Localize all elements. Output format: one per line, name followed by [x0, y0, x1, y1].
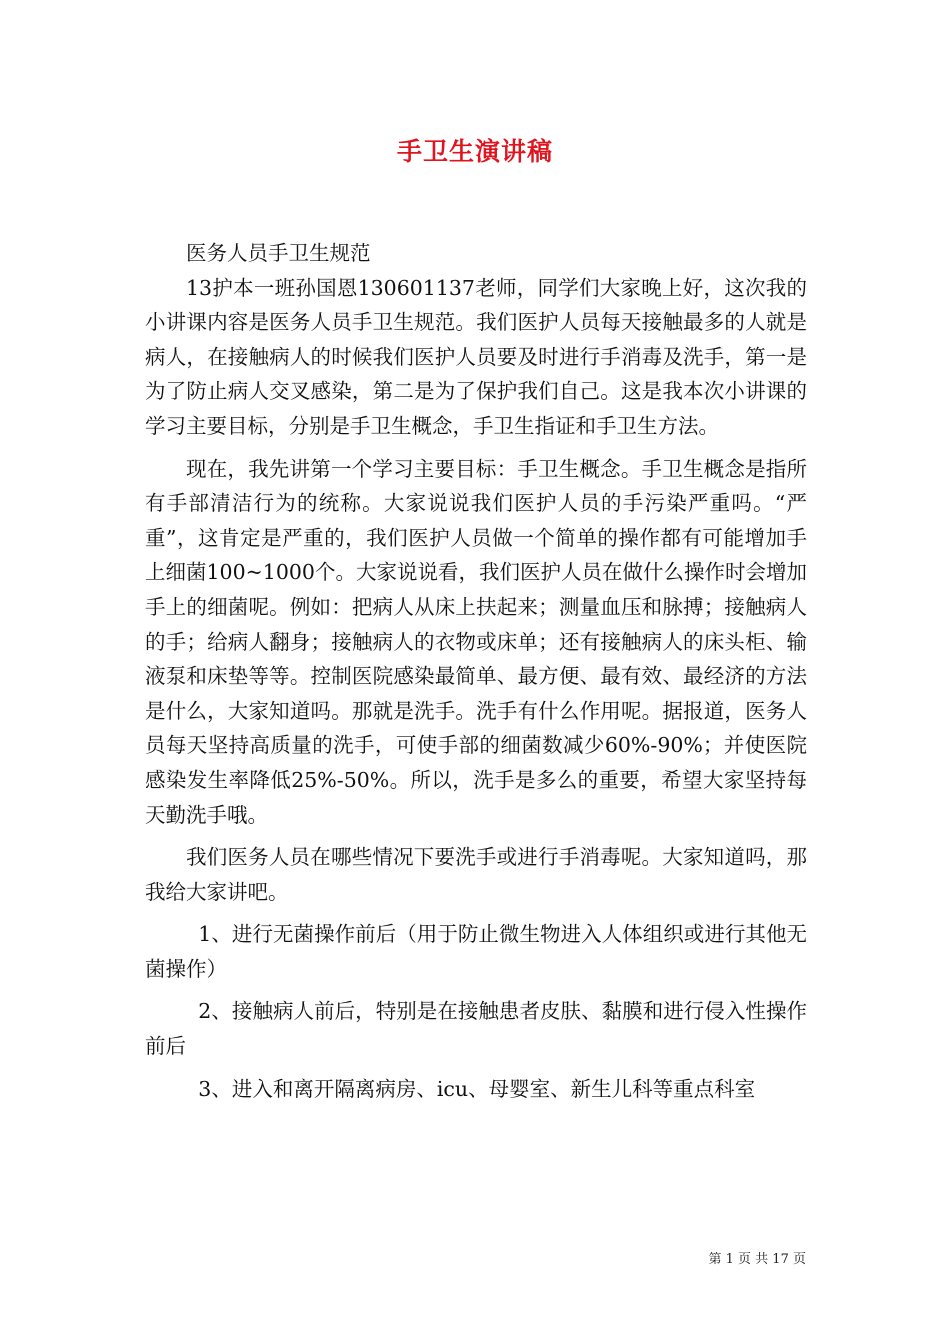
paragraph-heading: 医务人员手卫生规范: [186, 241, 371, 265]
page-number-footer: [708, 1248, 806, 1267]
list-item-1: 1、进行无菌操作前后（用于防止微生物进入人体组织或进行其他无菌操作）: [145, 922, 807, 981]
document-body: [145, 236, 807, 1106]
footer-page: 1: [725, 1252, 734, 1267]
paragraph-question: 我们医务人员在哪些情况下要洗手或进行手消毒呢。大家知道吗，那我给大家讲吧。: [145, 845, 807, 904]
footer-suffix: 页: [792, 1252, 806, 1267]
footer-total: 17: [772, 1252, 789, 1267]
footer-prefix: 第: [708, 1252, 722, 1267]
document-title: 手卫生演讲稿: [396, 137, 553, 166]
list-item-2: 2、接触病人前后，特别是在接触患者皮肤、黏膜和进行侵入性操作前后: [145, 999, 807, 1059]
footer-middle: 页 共: [738, 1252, 769, 1267]
paragraph-intro: 13护本一班孙国恩130601137老师，同学们大家晚上好，这次我的小讲课内容是医务人员手卫生规范。我们医护人员每天接触最多的人就是病人，在接触病人的时候我们医护人员要及时进行手消毒及洗手，第一是为了防止病人交叉感染，第二是为了保护我们自己。这是我本次小讲课的学习主要目标，分别是手卫生概念，手卫生指证和手卫生方法。: [145, 275, 807, 438]
paragraph-concept: 现在，我先讲第一个学习主要目标：手卫生概念。手卫生概念是指所有手部清洁行为的统称。大家说说我们医护人员的手污染严重吗。“严重”，这肯定是严重的，我们医护人员做一个简单的操作都有可能增加手上细菌100~1000个。大家说说看，我们医护人员在做什么操作时会增加手上的细菌呢。例如：把病人从床上扶起来；测量血压和脉搏；接触病人的手；给病人翻身；接触病人的衣物或床单；还有接触病人的床头柜、输液泵和床垫等等。控制医院感染最简单、最方便、最有效、最经济的方法是什么，大家知道吗。那就是洗手。洗手有什么作用呢。据报道，医务人员每天坚持高质量的洗手，可使手部的细菌数减少60%-90%；并使医院感染发生率降低25%-50%。所以，洗手是多么的重要，希望大家坚持每天勤洗手哦。: [145, 456, 807, 827]
list-item-3: 3、进入和离开隔离病房、icu、母婴室、新生儿科等重点科室: [198, 1076, 756, 1101]
